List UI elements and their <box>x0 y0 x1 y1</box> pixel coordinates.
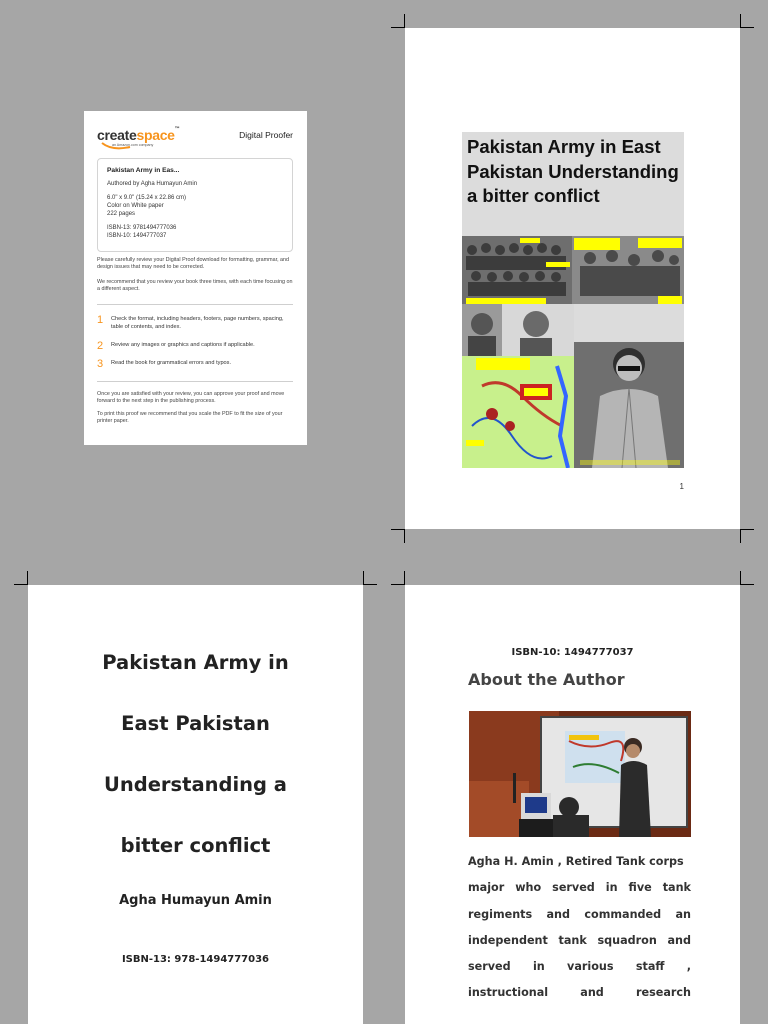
crop-mark <box>740 571 754 585</box>
title-page-author: Agha Humayun Amin <box>119 893 272 908</box>
book-cover <box>462 132 684 468</box>
book-isbn13: ISBN-13: 9781494777036 <box>107 225 177 232</box>
about-text-line: regiments and commanded an <box>468 907 691 921</box>
book-page-count: 222 pages <box>107 211 136 218</box>
author-lecture-photo <box>469 711 691 837</box>
proof-print-text: To print this proof we recommend that you scale the PDF to fit the size of your printer paper. <box>97 411 283 425</box>
about-text-line: Agha H. Amin , Retired Tank corps <box>468 855 684 868</box>
book-trim-size: 6.0" x 9.0" (15.24 x 22.86 cm) <box>107 194 186 201</box>
proof-outro-text: Once you are satisfied with your review, you can approve your proof and move forward to the next step in the publishing process. <box>97 391 285 405</box>
divider <box>97 381 293 382</box>
title-page <box>28 585 363 1024</box>
about-text-line: instructional and research <box>468 986 691 1000</box>
crop-mark <box>391 529 405 543</box>
proof-intro-text: Please carefully review your Digital Proof download for formatting, grammar, and design issues that may need to be corrected. <box>97 257 290 271</box>
title-line: East Pakistan <box>121 712 270 735</box>
proofer-title: Digital Proofer <box>239 130 293 140</box>
about-isbn: ISBN-10: 1494777037 <box>511 647 634 658</box>
title-page-isbn: ISBN-13: 978-1494777036 <box>121 954 270 965</box>
crop-mark <box>391 14 405 28</box>
book-info-box <box>97 158 293 252</box>
crop-mark <box>740 529 754 543</box>
createspace-tagline: an Amazon.com company <box>112 143 154 147</box>
divider <box>97 304 293 305</box>
digital-proofer-card <box>84 111 307 445</box>
step-text: Review any images or graphics and captions if applicable. <box>111 342 255 348</box>
step-text: Check the format, including headers, footers, page numbers, spacing, table of contents, and index. <box>111 316 284 330</box>
book-paper: Color on White paper <box>107 203 164 210</box>
step-number: 2 <box>97 340 104 352</box>
step-number: 1 <box>97 314 104 326</box>
crop-mark <box>740 14 754 28</box>
book-isbn10: ISBN-10: 1494777037 <box>107 233 167 240</box>
createspace-logo: createspace™ <box>97 126 180 143</box>
crop-mark <box>363 571 377 585</box>
about-text-line: independent tank squadron and <box>468 933 691 947</box>
about-author-text <box>468 849 691 1007</box>
proof-recommend-text: We recommend that you review your book three times, with each time focusing on a different aspect. <box>97 279 293 293</box>
cover-page <box>405 28 740 529</box>
title-line: Pakistan Army in <box>102 651 289 674</box>
about-author-page <box>405 585 740 1024</box>
book-author: Authored by Agha Humayun Amin <box>107 180 198 187</box>
about-text-line: served in various staff , <box>468 960 691 974</box>
about-text-line: major who served in five tank <box>468 881 691 895</box>
step-number: 3 <box>97 358 104 370</box>
crop-mark <box>14 571 28 585</box>
book-title: Pakistan Army in Eas... <box>107 167 180 174</box>
title-line: Understanding a <box>104 773 287 796</box>
about-heading: About the Author <box>468 670 625 689</box>
cover-photo-collage <box>462 236 684 468</box>
cover-title: Pakistan Army in East Pakistan Understanding a bitter conflict <box>467 136 679 206</box>
title-line: bitter conflict <box>120 834 271 857</box>
step-text: Read the book for grammatical errors and typos. <box>111 360 232 366</box>
page-number: 1 <box>679 482 684 491</box>
crop-mark <box>391 571 405 585</box>
